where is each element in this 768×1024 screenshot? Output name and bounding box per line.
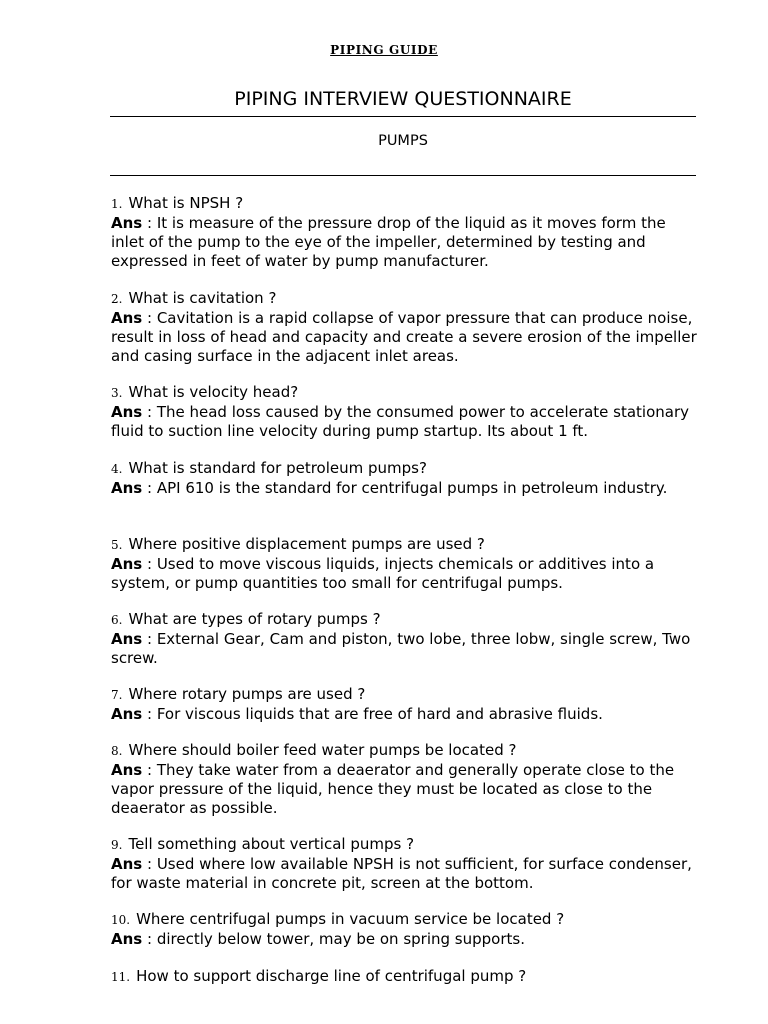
- question-text: Where positive displacement pumps are used ?: [128, 535, 485, 553]
- question-text: What is cavitation ?: [128, 289, 277, 307]
- piping-guide-header: PIPING GUIDE: [330, 43, 438, 57]
- question-number: 11.: [111, 970, 131, 984]
- answer-text: : API 610 is the standard for centrifugal pumps in petroleum industry.: [147, 479, 668, 497]
- qa-item-4: [111, 459, 701, 498]
- question-text: What is NPSH ?: [128, 194, 244, 212]
- page-title: PIPING INTERVIEW QUESTIONNAIRE: [234, 88, 572, 110]
- question-text: What is velocity head?: [128, 383, 299, 401]
- qa-item-7: [111, 685, 701, 724]
- answer-label: Ans: [111, 309, 143, 327]
- question-text: Where centrifugal pumps in vacuum service be located ?: [136, 910, 565, 928]
- answer-text: : Used where low available NPSH is not sufficient, for surface condenser, for waste material in concrete pit, screen at the bottom.: [111, 855, 692, 892]
- answer-label: Ans: [111, 705, 143, 723]
- title-rule: [110, 116, 696, 117]
- section-rule: [110, 175, 696, 176]
- question-text: Where should boiler feed water pumps be located ?: [128, 741, 517, 759]
- question-number: 9.: [111, 838, 123, 852]
- section-title: PUMPS: [378, 133, 428, 149]
- question-text: How to support discharge line of centrifugal pump ?: [136, 967, 527, 985]
- answer-text: : It is measure of the pressure drop of the liquid as it moves form the inlet of the pump to the eye of the impeller, determined by testing and expressed in feet of water by pump manufacturer.: [111, 214, 666, 270]
- question-text: What is standard for petroleum pumps?: [128, 459, 427, 477]
- question-text: Tell something about vertical pumps ?: [128, 835, 415, 853]
- question-number: 10.: [111, 913, 131, 927]
- answer-text: : Used to move viscous liquids, injects chemicals or additives into a system, or pump quantities too small for centrifugal pumps.: [111, 555, 655, 592]
- question-number: 5.: [111, 538, 123, 552]
- qa-item-11: [111, 967, 701, 987]
- question-number: 2.: [111, 292, 123, 306]
- question-text: Where rotary pumps are used ?: [128, 685, 366, 703]
- qa-item-6: [111, 610, 701, 668]
- qa-item-2: [111, 289, 701, 366]
- answer-label: Ans: [111, 479, 143, 497]
- answer-label: Ans: [111, 403, 143, 421]
- question-text: What are types of rotary pumps ?: [128, 610, 381, 628]
- answer-text: : They take water from a deaerator and generally operate close to the vapor pressure of the liquid, hence they must be located as close to the deaerator as possible.: [111, 761, 675, 817]
- qa-item-9: [111, 835, 701, 893]
- question-number: 6.: [111, 613, 123, 627]
- question-number: 8.: [111, 744, 123, 758]
- question-number: 1.: [111, 197, 123, 211]
- qa-item-1: [111, 194, 701, 271]
- qa-item-5: [111, 535, 701, 593]
- qa-item-3: [111, 383, 701, 441]
- qa-item-10: [111, 910, 701, 949]
- answer-label: Ans: [111, 630, 143, 648]
- question-number: 7.: [111, 688, 123, 702]
- question-number: 4.: [111, 462, 123, 476]
- answer-label: Ans: [111, 855, 143, 873]
- answer-text: : Cavitation is a rapid collapse of vapor pressure that can produce noise, result in loss of head and capacity and create a severe erosion of the impeller and casing surface in the adjacent inlet areas.: [111, 309, 697, 365]
- answer-label: Ans: [111, 930, 143, 948]
- answer-label: Ans: [111, 214, 143, 232]
- answer-text: : The head loss caused by the consumed power to accelerate stationary fluid to suction line velocity during pump startup. Its about 1 ft.: [111, 403, 690, 440]
- answer-text: : directly below tower, may be on spring supports.: [147, 930, 525, 948]
- answer-label: Ans: [111, 761, 143, 779]
- question-number: 3.: [111, 386, 123, 400]
- answer-text: : For viscous liquids that are free of hard and abrasive fluids.: [147, 705, 603, 723]
- answer-label: Ans: [111, 555, 143, 573]
- qa-item-8: [111, 741, 701, 818]
- answer-text: : External Gear, Cam and piston, two lobe, three lobw, single screw, Two screw.: [111, 630, 691, 667]
